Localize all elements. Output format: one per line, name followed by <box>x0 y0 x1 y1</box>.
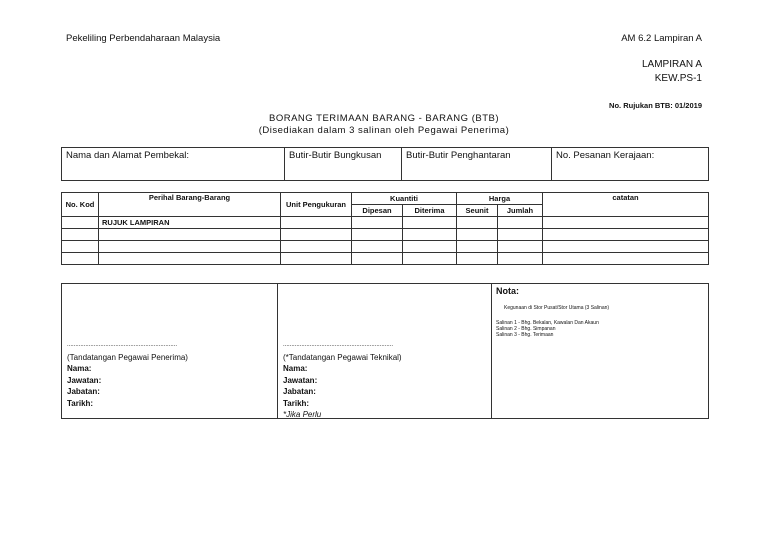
cell-jumlah[interactable] <box>498 229 543 241</box>
supplier-name-field[interactable] <box>62 148 285 181</box>
cell-no-kod[interactable] <box>62 229 99 241</box>
signature-line: .................................................................. <box>67 342 178 348</box>
table-row[interactable] <box>62 229 709 241</box>
cell-no-kod[interactable] <box>62 217 99 229</box>
form-code-block <box>642 58 702 86</box>
table-row[interactable] <box>62 241 709 253</box>
cell-diterima[interactable] <box>403 253 457 265</box>
technical-jawatan-label: Jawatan: <box>283 375 318 385</box>
col-perihal: Perihal Barang-Barang <box>99 193 281 217</box>
cell-catatan[interactable] <box>543 229 709 241</box>
col-dipesan: Dipesan <box>352 205 403 217</box>
cell-no-kod[interactable] <box>62 253 99 265</box>
cell-unit[interactable] <box>281 253 352 265</box>
cell-catatan[interactable] <box>543 217 709 229</box>
signature-line: .................................................................. <box>283 342 394 348</box>
cell-catatan[interactable] <box>543 241 709 253</box>
cell-perihal[interactable] <box>99 229 281 241</box>
receiver-signature-label: (Tandatangan Pegawai Penerima) <box>67 352 188 362</box>
delivery-details-field[interactable] <box>402 148 552 181</box>
signature-table <box>61 283 709 419</box>
technical-jabatan-label: Jabatan: <box>283 387 316 396</box>
cell-jumlah[interactable] <box>498 253 543 265</box>
receiver-signature-block <box>67 340 188 409</box>
nota-salinan-1: Salinan 1 - Bhg. Bekalan, Kawalan Dan Akaun <box>496 320 599 326</box>
cell-jumlah[interactable] <box>498 217 543 229</box>
nota-salinan-3: Salinan 3 - Bhg. Terimaan <box>496 332 554 338</box>
circular-reference: Pekeliling Perbendaharaan Malaysia <box>66 33 221 44</box>
nota-salinan-2: Salinan 2 - Bhg. Simpanan <box>496 326 556 332</box>
reference-number: No. Rujukan BTB: 01/2019 <box>609 101 702 110</box>
cell-unit[interactable] <box>281 241 352 253</box>
cell-catatan[interactable] <box>543 253 709 265</box>
col-seunit: Seunit <box>457 205 498 217</box>
cell-dipesan[interactable] <box>352 241 403 253</box>
receiver-jabatan-label: Jabatan: <box>67 387 100 396</box>
items-table <box>61 192 709 265</box>
cell-dipesan[interactable] <box>352 253 403 265</box>
items-header-row <box>62 193 709 205</box>
order-number-label: No. Pesanan Kerajaan: <box>556 150 655 161</box>
technical-nama-label: Nama: <box>283 364 308 373</box>
col-jumlah: Jumlah <box>498 205 543 217</box>
receiver-nama-label: Nama: <box>67 364 92 373</box>
col-harga: Harga <box>457 193 543 205</box>
technical-signature-label: (*Tandatangan Pegawai Teknikal) <box>283 352 402 362</box>
receiver-signature-cell[interactable] <box>62 284 278 419</box>
order-number-field[interactable] <box>552 148 709 181</box>
form-title-block <box>0 113 768 137</box>
cell-seunit[interactable] <box>457 229 498 241</box>
form-subtitle: (Disediakan dalam 3 salinan oleh Pegawai Penerima) <box>258 125 510 136</box>
package-details-field[interactable] <box>285 148 402 181</box>
cell-no-kod[interactable] <box>62 241 99 253</box>
cell-unit[interactable] <box>281 229 352 241</box>
cell-diterima[interactable] <box>403 229 457 241</box>
col-catatan: catatan <box>543 193 709 217</box>
cell-dipesan[interactable] <box>352 217 403 229</box>
kew-code: KEW.PS-1 <box>654 73 702 84</box>
package-details-label: Butir-Butir Bungkusan <box>289 150 382 161</box>
nota-cell <box>492 284 709 419</box>
cell-dipesan[interactable] <box>352 229 403 241</box>
col-unit: Unit Pengukuran <box>281 193 352 217</box>
table-row[interactable] <box>62 217 709 229</box>
jika-perlu-note: *Jika Perlu <box>283 410 322 419</box>
cell-seunit[interactable] <box>457 253 498 265</box>
lampiran-label: LAMPIRAN A <box>641 59 702 70</box>
delivery-details-label: Butir-Butir Penghantaran <box>406 150 511 161</box>
receiver-jawatan-label: Jawatan: <box>67 375 102 385</box>
nota-title: Nota: <box>496 286 519 296</box>
table-row[interactable] <box>62 253 709 265</box>
cell-diterima[interactable] <box>403 217 457 229</box>
receiver-tarikh-label: Tarikh: <box>67 398 94 408</box>
col-no-kod: No. Kod <box>62 193 99 217</box>
technical-signature-block <box>283 340 402 421</box>
cell-jumlah[interactable] <box>498 241 543 253</box>
technical-tarikh-label: Tarikh: <box>283 398 310 408</box>
appendix-reference: AM 6.2 Lampiran A <box>621 33 702 44</box>
col-kuantiti: Kuantiti <box>352 193 457 205</box>
cell-unit[interactable] <box>281 217 352 229</box>
cell-perihal[interactable]: RUJUK LAMPIRAN <box>99 217 281 229</box>
nota-kegunaan: Kegunaan di Stor Pusat/Stor Utama (3 Salinan) <box>504 305 610 311</box>
cell-perihal[interactable] <box>99 241 281 253</box>
cell-seunit[interactable] <box>457 241 498 253</box>
form-title: BORANG TERIMAAN BARANG - BARANG (BTB) <box>269 113 499 124</box>
supplier-table <box>61 147 709 181</box>
cell-perihal[interactable] <box>99 253 281 265</box>
col-diterima: Diterima <box>403 205 457 217</box>
supplier-name-label: Nama dan Alamat Pembekal: <box>66 150 190 161</box>
cell-diterima[interactable] <box>403 241 457 253</box>
cell-seunit[interactable] <box>457 217 498 229</box>
technical-signature-cell[interactable] <box>278 284 492 419</box>
